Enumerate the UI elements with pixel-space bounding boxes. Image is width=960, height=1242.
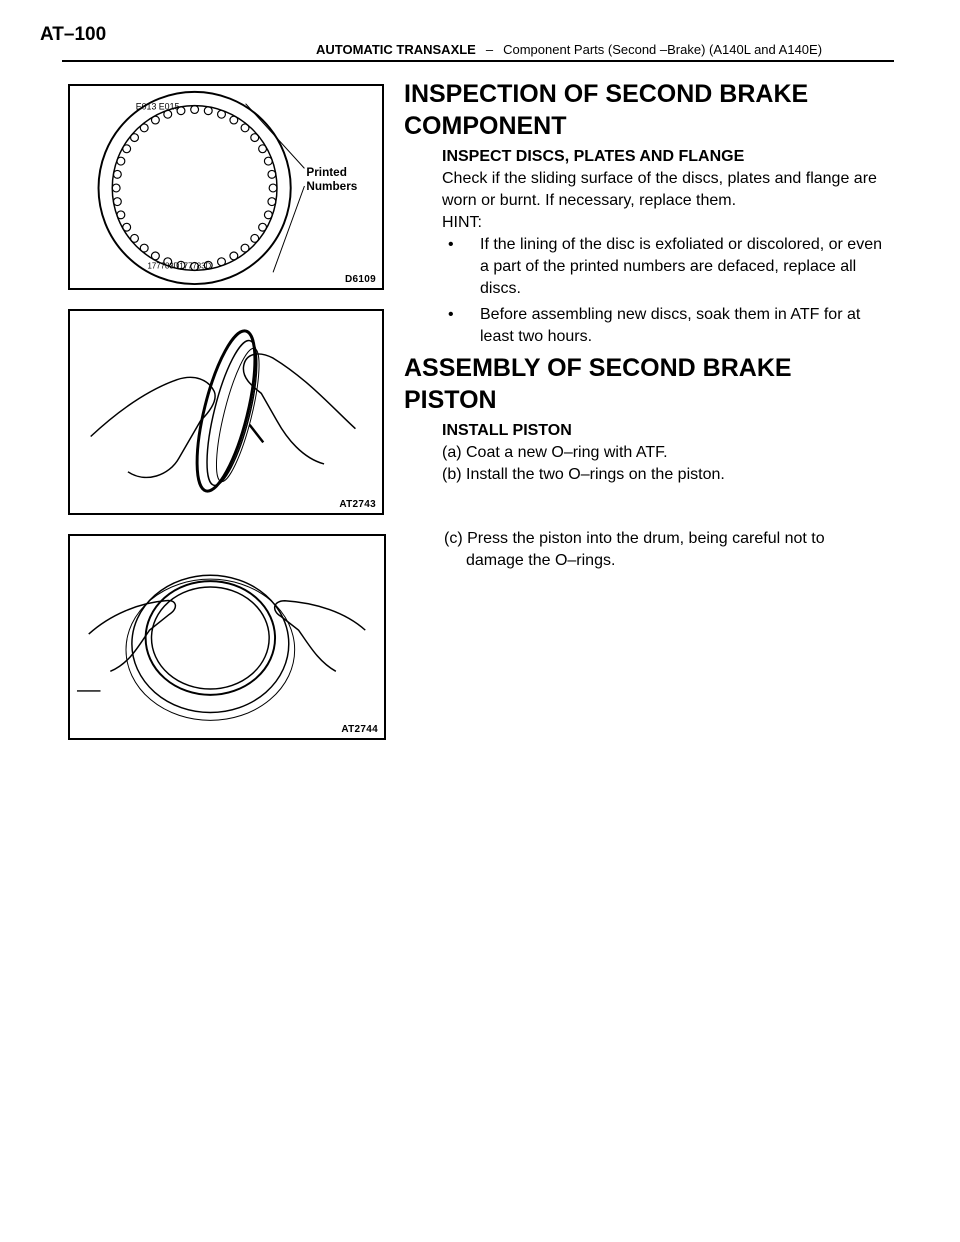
disc-notch bbox=[230, 252, 238, 260]
heading-line: ASSEMBLY OF SECOND BRAKE bbox=[404, 354, 792, 382]
header-rule bbox=[62, 60, 894, 62]
assembly-step-c: (c) Press the piston into the drum, being careful not to damage the O–rings. bbox=[444, 530, 825, 569]
assembly-step-a: (a) Coat a new O–ring with ATF. bbox=[442, 444, 668, 461]
figure-install-o-rings bbox=[68, 309, 384, 515]
figure-code: AT2744 bbox=[341, 724, 378, 735]
disc-notch bbox=[204, 107, 212, 115]
disc-notch bbox=[191, 106, 199, 114]
disc-notch bbox=[264, 157, 272, 165]
disc-notch bbox=[259, 145, 267, 153]
disc-notch bbox=[117, 157, 125, 165]
figure-press-piston bbox=[68, 534, 386, 740]
running-header bbox=[316, 42, 822, 57]
assembly-step-title: INSTALL PISTON bbox=[442, 422, 572, 439]
heading-line: COMPONENT bbox=[404, 112, 567, 140]
text-column bbox=[404, 78, 884, 572]
hint-bullet bbox=[444, 304, 884, 348]
hint-label: HINT: bbox=[442, 214, 482, 231]
heading-line: INSPECTION OF SECOND BRAKE bbox=[404, 80, 809, 108]
disc-notch bbox=[268, 170, 276, 178]
assembly-step-b: (b) Install the two O–rings on the piston. bbox=[442, 466, 725, 483]
disc-notch bbox=[113, 198, 121, 206]
spacer bbox=[404, 486, 884, 528]
page-number: AT–100 bbox=[40, 24, 107, 45]
disc-notch bbox=[251, 234, 259, 242]
running-header-dash: – bbox=[485, 42, 494, 57]
callout-printed: Printed bbox=[306, 166, 347, 180]
bullet-icon: • bbox=[448, 236, 454, 253]
disc-notch bbox=[269, 184, 277, 192]
callout-numbers: Numbers bbox=[306, 179, 358, 193]
disc-notch bbox=[218, 110, 226, 118]
hint-bullets bbox=[444, 234, 884, 348]
disc-notch bbox=[268, 198, 276, 206]
disc-notch bbox=[131, 134, 139, 142]
bullet-icon: • bbox=[448, 306, 454, 323]
hint-bullet-text: If the lining of the disc is exfoliated or discolored, or even a part of the printed numbers are defaced, replace all discs. bbox=[480, 236, 882, 297]
heading-line: PISTON bbox=[404, 386, 497, 414]
disc-notch bbox=[218, 258, 226, 266]
disc-marking-bottom: 177783D177783D bbox=[147, 261, 212, 271]
disc-notch bbox=[230, 116, 238, 124]
disc-notch bbox=[117, 211, 125, 219]
disc-illustration bbox=[70, 86, 382, 288]
disc-notch bbox=[140, 124, 148, 132]
inspection-heading bbox=[404, 78, 884, 142]
hint-bullet-text: Before assembling new discs, soak them in ATF for at least two hours. bbox=[480, 306, 861, 345]
disc-notch bbox=[112, 184, 120, 192]
disc-notch bbox=[140, 244, 148, 252]
hint-bullet bbox=[444, 234, 884, 300]
inspection-body: Check if the sliding surface of the discs, plates and flange are worn or burnt. If necessary, replace them. bbox=[442, 170, 877, 209]
disc-notch bbox=[113, 170, 121, 178]
disc-marking-top: E013 E015 bbox=[135, 101, 180, 112]
disc-notch bbox=[259, 223, 267, 231]
disc-notch bbox=[251, 134, 259, 142]
disc-notch bbox=[241, 244, 249, 252]
disc-notch bbox=[241, 124, 249, 132]
running-header-section: AUTOMATIC TRANSAXLE bbox=[316, 42, 476, 57]
disc-notch bbox=[151, 116, 159, 124]
inspection-step-title: INSPECT DISCS, PLATES AND FLANGE bbox=[442, 148, 745, 165]
figure-code: AT2743 bbox=[339, 499, 376, 510]
disc-notch bbox=[123, 145, 131, 153]
drum-hands-illustration bbox=[70, 536, 384, 738]
disc-notch bbox=[264, 211, 272, 219]
disc-notch bbox=[131, 234, 139, 242]
assembly-heading bbox=[404, 352, 884, 416]
figure-code: D6109 bbox=[345, 274, 376, 285]
figure-disc-printed-numbers bbox=[68, 84, 384, 290]
disc-notch bbox=[123, 223, 131, 231]
running-header-subsection: Component Parts (Second –Brake) (A140L and A140E) bbox=[503, 42, 823, 57]
piston-hands-illustration bbox=[70, 311, 382, 513]
disc-notch bbox=[151, 252, 159, 260]
